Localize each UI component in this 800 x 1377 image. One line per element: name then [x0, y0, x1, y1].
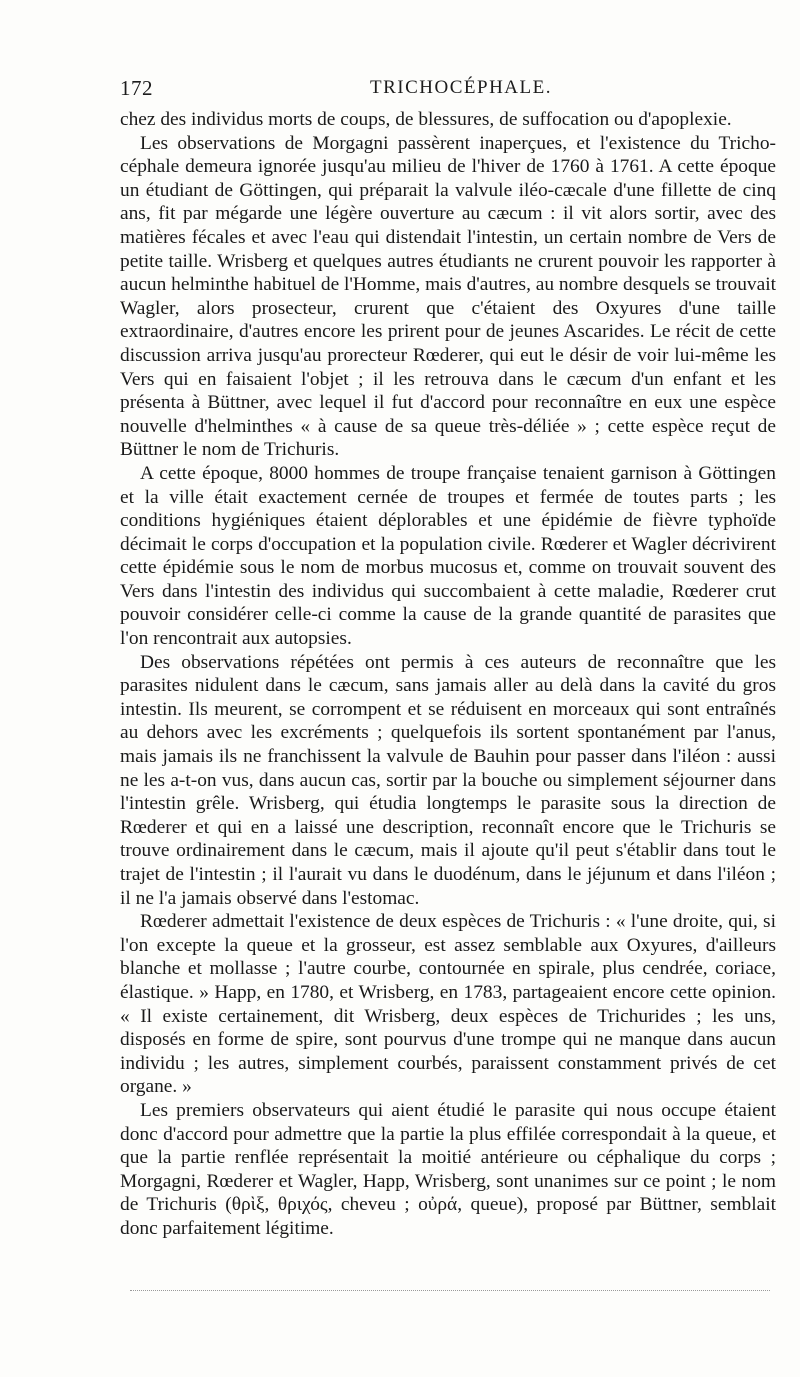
paragraph-repeated-observations: Des observations répétées ont permis à ces auteurs de reconnaître que les parasites nidulent dans le cæcum, sans jamais aller au delà dans la cavité du gros intestin. Ils meurent, se corrompent et se réduisent en morceaux qui sont entraînés au dehors avec les excréments ; quelquefois ils sortent spontanément par l'anus, mais jamais ils ne franchissent la valvule de Bauhin pour passer dans l'iléon : aussi ne les a-t-on vus, dans aucun cas, sortir par la bouche ou simplement séjourner dans l'intestin grêle. Wrisberg, qui étudia longtemps le parasite sous la direction de Rœderer et qui en a laissé une description, reconnaît encore que le Trichuris se trouve ordinairement dans le cæcum, mais il ajoute qu'il peut s'établir dans tout le trajet de l'intestin ; il l'aurait vu dans le duodénum, dans le jéjunum et dans l'iléon ; il ne l'a jamais observé dans l'estomac. — [120, 651, 776, 909]
footer-dotted-rule — [130, 1290, 770, 1291]
paragraph-continuation: chez des individus morts de coups, de blessures, de suffocation ou d'apoplexie. — [120, 109, 732, 130]
running-title: TRICHOCÉPHALE. — [370, 77, 552, 98]
paragraph-trichuris-name: Les premiers observateurs qui aient étudié le parasite qui nous occupe étaient donc d'accord pour admettre que la partie la plus effilée correspondait à la queue, et que la partie renflée représentait la moitié antérieure ou céphalique du corps ; Morgagni, Rœderer et Wagler, Happ, Wrisberg, sont unanimes sur ce point ; le nom de Trichuris (θρὶξ, θριχός, cheveu ; οὐρά, queue), proposé par Büttner, semblait donc parfaitement légitime. — [120, 1099, 776, 1239]
paragraph-morgagni-observations: Les observations de Morgagni passèrent inaperçues, et l'existence du Trichocéphale demeura ignorée jusqu'au milieu de l'hiver de 1760 à 1761. A cette époque un étudiant de Göttingen, qui préparait la valvule iléo-cæcale d'une fillette de cinq ans, fit par mégarde une légère ouverture au cæcum : il vit alors sortir, avec des matières fécales et avec l'eau qui distendait l'intestin, un certain nombre de Vers de petite taille. Wrisberg et quelques autres étudiants ne crurent pouvoir les rapporter à aucun helminthe habituel de l'Homme, mais d'autres, au nombre desquels se trouvait Wagler, alors prosecteur, crurent que c'étaient des Oxyures d'une taille extraordinaire, d'autres encore les prirent pour de jeunes Ascarides. Le récit de cette discussion arriva jusqu'au prorecteur Rœderer, qui eut le désir de voir lui-même les Vers qui en faisaient l'objet ; il les retrouva dans le cæcum d'un enfant et les présenta à Büttner, avec lequel il fut d'accord pour reconnaître en eux une espèce nouvelle d'helminthes « à cause de sa queue très-déliée » ; cette espèce reçut de Büttner le nom de Trichuris. — [120, 132, 776, 461]
paragraph-two-species: Rœderer admettait l'existence de deux espèces de Trichuris : « l'une droite, qui, si l'on excepte la queue et la grosseur, est assez semblable aux Oxyures, d'ailleurs blanche et mollasse ; l'autre courbe, contournée en spirale, plus cendrée, coriace, élastique. » Happ, en 1780, et Wrisberg, en 1783, partageaient encore cette opinion. « Il existe certainement, dit Wrisberg, deux espèces de Trichurides ; les uns, disposés en forme de spire, sont pourvus d'une trompe qui ne manque dans aucun individu ; les autres, simplement courbés, paraissent constamment privés de cet organe. » — [120, 911, 776, 1098]
body-text — [120, 108, 776, 1241]
paragraph-gottingen-epidemic: A cette époque, 8000 hommes de troupe française tenaient garnison à Göttingen et la ville était exactement cernée de troupes et fermée de toutes parts ; les conditions hygiéniques étaient déplorables et une épidémie de fièvre typhoïde décimait le corps d'occupation et la population civile. Rœderer et Wagler décrivirent cette épidémie sous le nom de morbus mucosus et, comme on trouvait souvent des Vers dans l'intestin des individus qui succombaient à cette maladie, Rœderer crut pouvoir considérer celle-ci comme la cause de la grande quantité de parasites que l'on rencontrait aux autopsies. — [120, 462, 776, 650]
page-header — [120, 76, 776, 102]
page-number: 172 — [120, 76, 153, 100]
